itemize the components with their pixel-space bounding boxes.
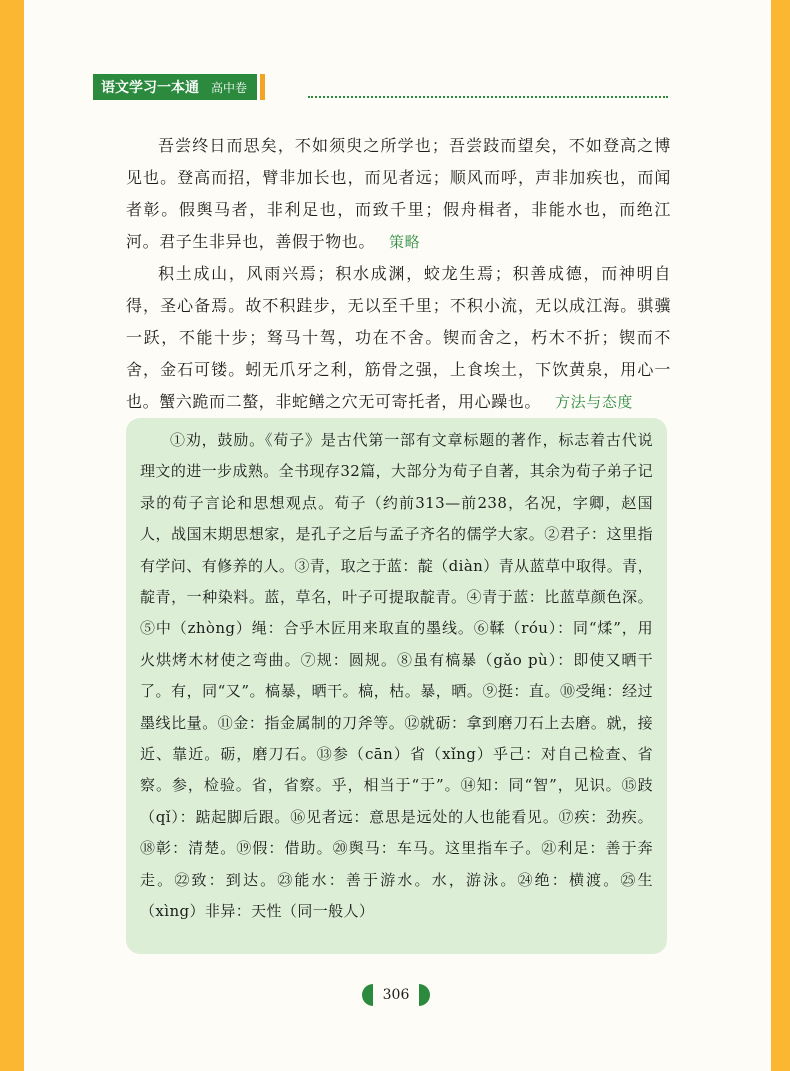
page-number: 306 <box>373 984 419 1006</box>
annotation-box <box>126 418 667 954</box>
page-number-cap-right <box>419 984 430 1006</box>
main-text <box>126 130 671 418</box>
paragraph <box>126 258 671 418</box>
annotation-text: ①劝，鼓励。《荀子》是古代第一部有文章标题的著作，标志着古代说理文的进一步成熟。全书现存32篇，大部分为荀子自著，其余为荀子弟子记录的荀子言论和思想观点。荀子（约前313—前238，名况，字卿，赵国人，战国末期思想家，是孔子之后与孟子齐名的儒学大家。②君子：这里指有学问、有修养的人。③青，取之于蓝：靛（diàn）青从蓝草中取得。青，靛青，一种染料。蓝，草名，叶子可提取靛青。④青于蓝：比蓝草颜色深。⑤中（zhòng）绳：合乎木匠用来取直的墨线。⑥鞣（róu）：同“煣”，用火烘烤木材使之弯曲。⑦规：圆规。⑧虽有槁暴（gǎo pù）：即使又晒干了。有，同“又”。槁暴，晒干。槁，枯。暴，晒。⑨挺：直。⑩受绳：经过墨线比量。⑪金：指金属制的刀斧等。⑫就砺：拿到磨刀石上去磨。就，接近、靠近。砺，磨刀石。⑬参（cān）省（xǐng）乎己：对自己检查、省察。参，检验。省，省察。乎，相当于“于”。⑭知：同“智”，见识。⑮跂（qǐ）：踮起脚后跟。⑯见者远：意思是远处的人也能看见。⑰疾：劲疾。⑱彰：清楚。⑲假：借助。⑳舆马：车马。这里指车子。㉑利足：善于奔走。㉒致：到达。㉓能水：善于游水。水，游泳。㉔绝：横渡。㉕生（xìng）非异：天性（同一般人） <box>140 431 653 921</box>
paragraph <box>126 130 671 258</box>
header-dotted-rule <box>308 96 668 98</box>
margin-tag: 策略 <box>389 233 421 251</box>
page-number-cap-left <box>362 984 373 1006</box>
margin-tag: 方法与态度 <box>555 393 634 411</box>
book-subtitle: 高中卷 <box>211 80 248 95</box>
header-title-bar <box>93 74 257 100</box>
page-number-badge <box>362 984 430 1006</box>
header-accent-bar <box>260 74 265 100</box>
paragraph-text: 积土成山，风雨兴焉；积水成渊，蛟龙生焉；积善成德，而神明自得，圣心备焉。故不积跬步，无以至千里；不积小流，无以成江海。骐骥一跃，不能十步；驽马十驾，功在不舍。锲而舍之，朽木不折；锲而不舍，金石可镂。蚓无爪牙之利，筋骨之强，上食埃土，下饮黄泉，用心一也。蟹六跪而二螯，非蛇鳝之穴无可寄托者，用心躁也。 <box>126 264 671 411</box>
book-header <box>93 74 265 100</box>
book-title: 语文学习一本通 <box>101 80 199 96</box>
paragraph-text: 吾尝终日而思矣，不如须臾之所学也；吾尝跂而望矣，不如登高之博见也。登高而招，臂非加长也，而见者远；顺风而呼，声非加疾也，而闻者彰。假舆马者，非利足也，而致千里；假舟楫者，非能水也，而绝江河。君子生非异也，善假于物也。 <box>126 136 671 251</box>
